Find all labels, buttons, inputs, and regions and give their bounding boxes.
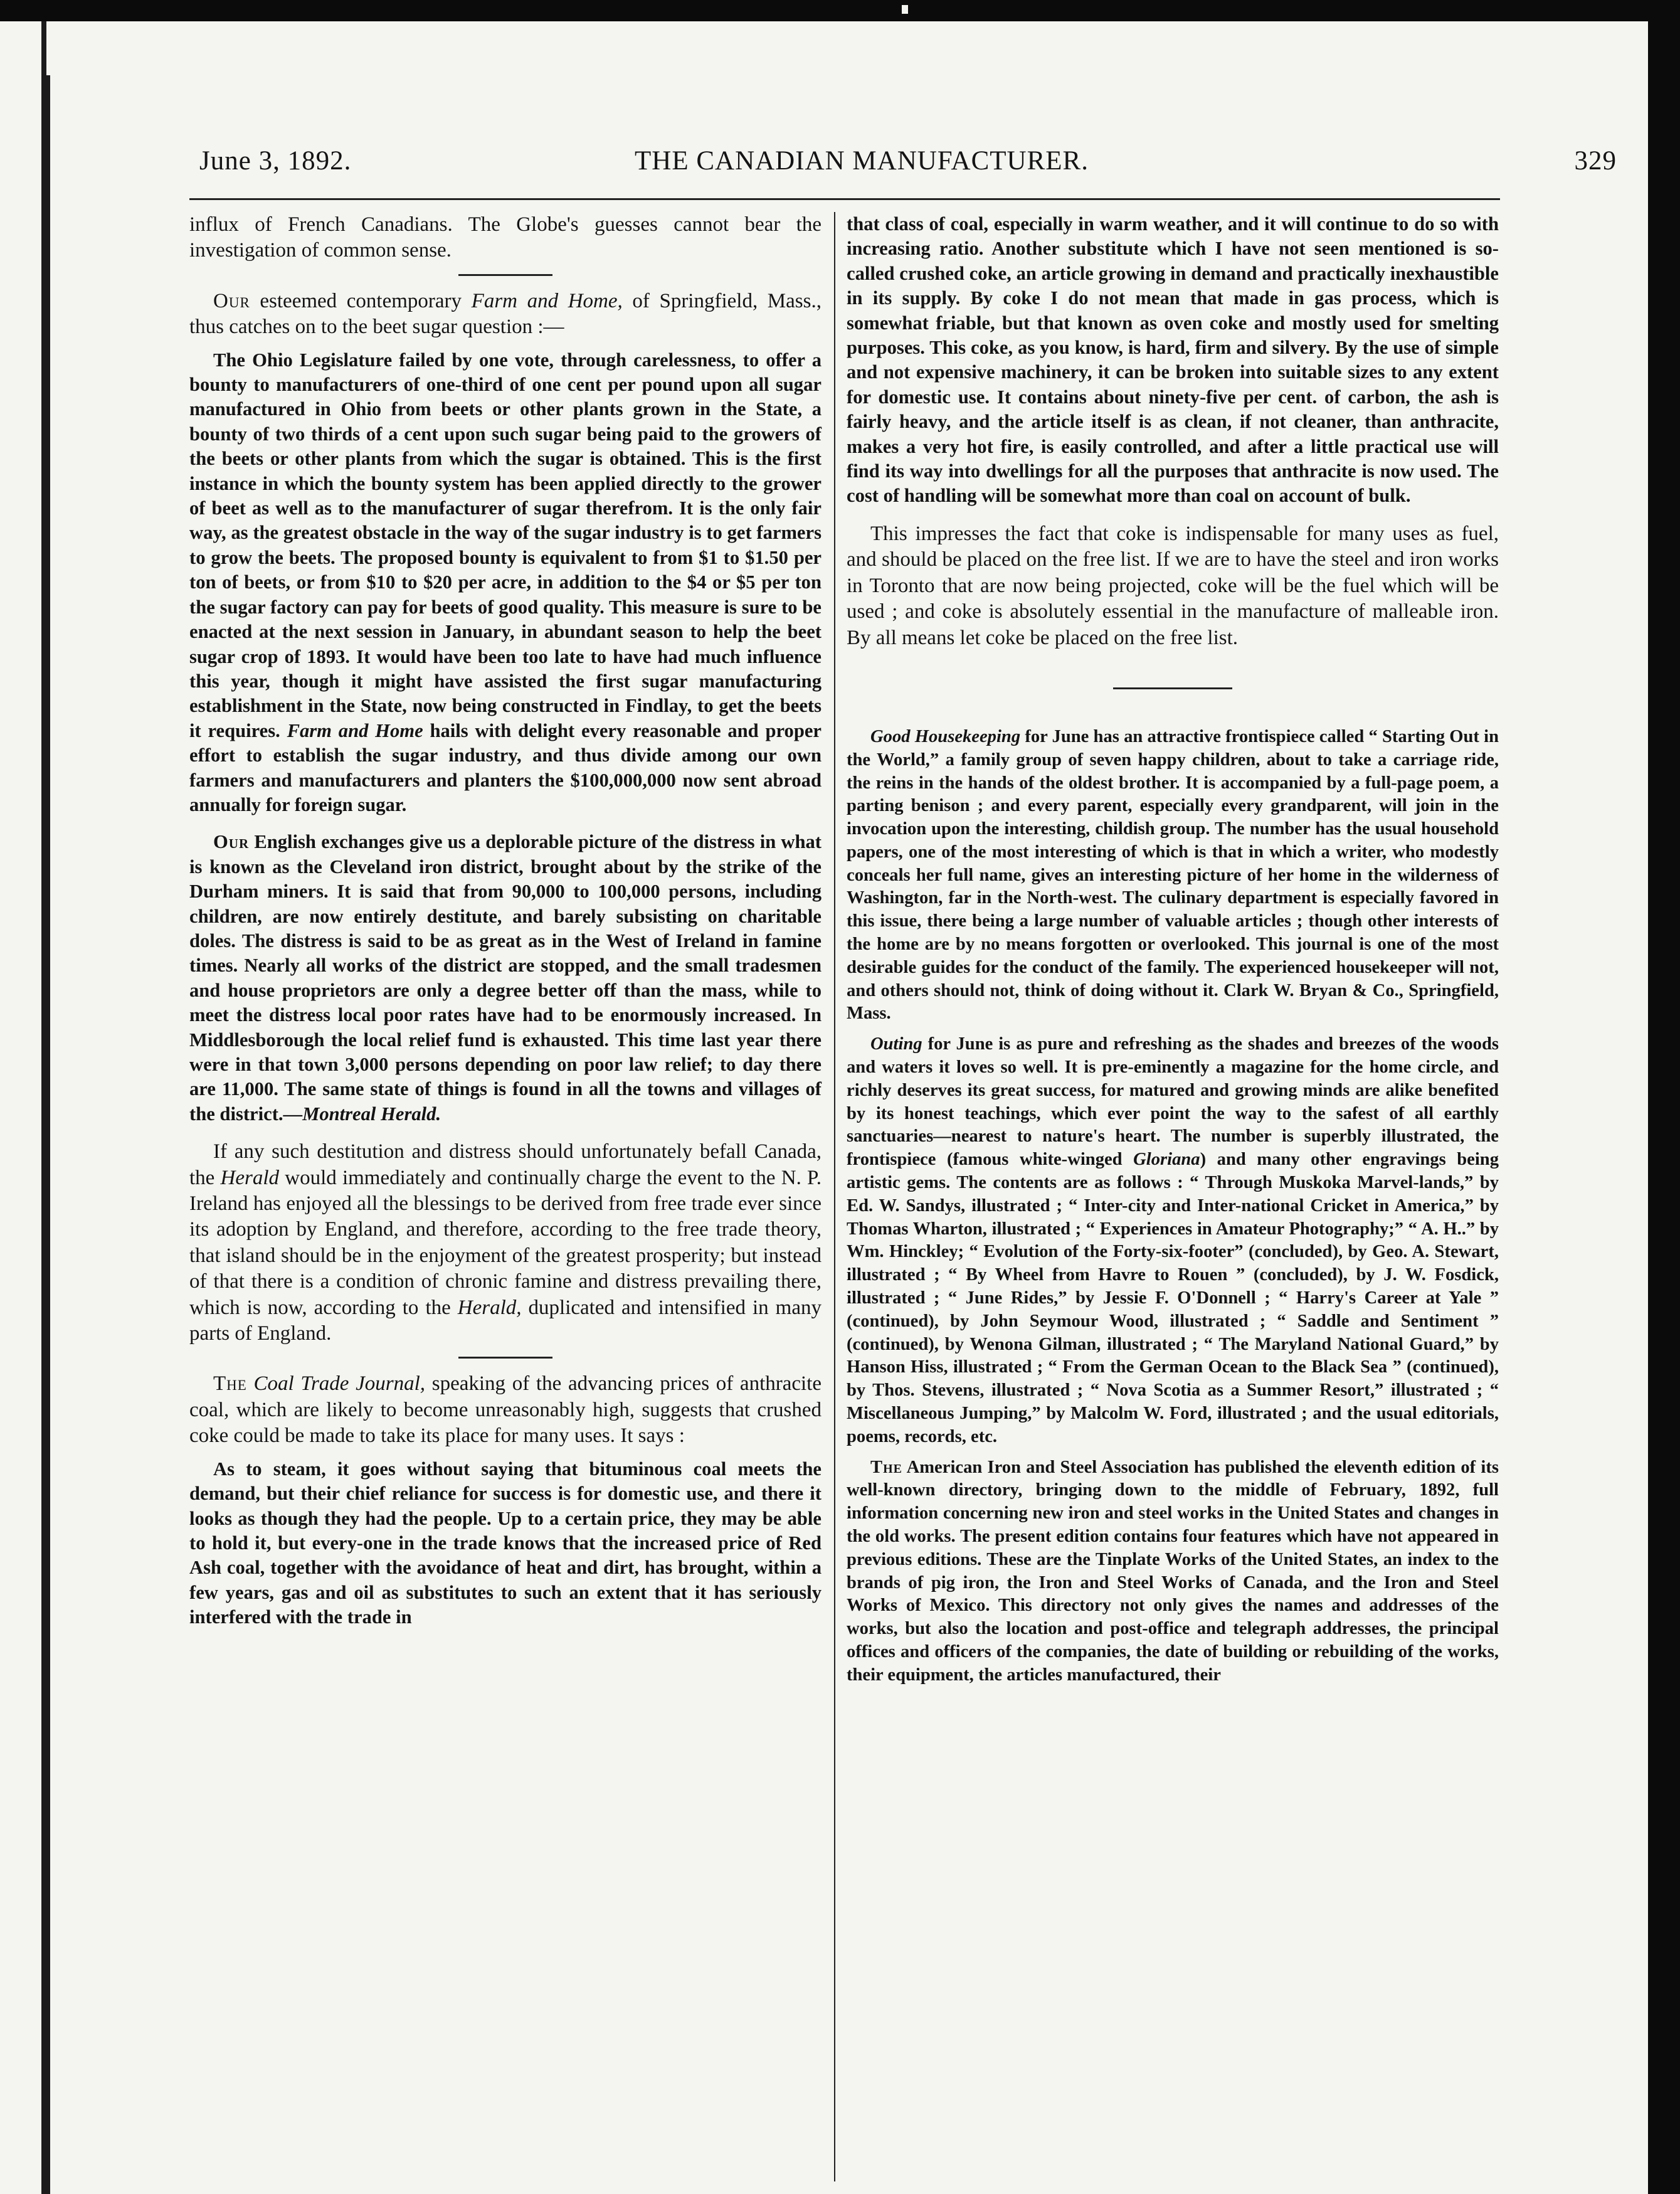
- binding-edge-top: [41, 21, 46, 78]
- left-column: [189, 212, 822, 1638]
- article-beet-sugar-intro: Our esteemed contemporary Farm and Home, of Springfield, Mass., thus catches on to the beet sugar question :—: [189, 289, 822, 339]
- section-separator: [458, 1357, 552, 1359]
- quote-cleveland-distress: Our English exchanges give us a deplorable picture of the distress in what is known as the Cleveland iron district, brought about by the strike of the Durham miners. It is said that from 90,000 to 100,000 persons, including children, are now entirely destitute, and barely subsisting on charitable doles. The distress is said to be as great as in the West of Ireland in famine times. Nearly all works of the district are stopped, and the small tradesmen and house proprietors are only a degree better off than the mass, while to meet the distress local poor rates have had to be enormously increased. In Middlesborough the local relief fund is exhausted. This time last year there were in that town 3,000 persons depending on poor law relief; to day there are 11,000. The same state of things is found in all the towns and villages of the district.—Montreal Herald.: [189, 831, 822, 1125]
- notice-iron-steel-association: The American Iron and Steel Association has published the eleventh edition of its well-known directory, bringing down to the middle of February, 1892, full information concerning new iron and steel works in the United States and changes in the old works. The present edition contains four features which have not appeared in previous editions. These are the Tinplate Works of the United States, an index to the brands of pig iron, the Iron and Steel Works of Canada, and the Iron and Steel Works of Mexico. This directory not only gives the names and addresses of the works, but also the location and post-office and telegraph addresses, the principal offices and officers of the companies, the date of building or rebuilding of the works, their equipment, the articles manufactured, their: [847, 1457, 1499, 1685]
- page-header: [199, 146, 1617, 183]
- section-separator: [458, 274, 552, 276]
- right-scan-border: [1648, 0, 1680, 2194]
- notice-good-housekeeping: Good Housekeeping for June has an attractive frontispiece called “ Starting Out in the World,” a family group of seven happy children, about to take a carriage ride, the reins in the hands of the oldest brother. It is accompanied by a full-page poem, a parting benison ; and every parent, especially every grandparent, will join in the invocation upon the interesting, childish group. The number has the usual household papers, one of the most interesting of which is that in which a writer, who modestly conceals her full name, gives an interesting picture of her home in the wilderness of Washington, far in the North-west. The culinary department is especially favored in this issue, there being a large number of valuable articles ; though other interests of the home are by no means forgotten or overlooked. This journal is one of the most desirable guides for the conduct of the family. The experienced housekeeper will not, and others should not, think of doing without it. Clark W. Bryan & Co., Springfield, Mass.: [847, 726, 1499, 1024]
- section-separator: [1113, 687, 1232, 689]
- article-coke-free-list: This impresses the fact that coke is indispensable for many uses as fuel, and should be placed on the free list. If we are to have the steel and iron works in Toronto that are now being projected, coke will be the fuel which will be used ; and coke is absolutely essential in the manufacture of malleable iron. By all means let coke be placed on the free list.: [847, 522, 1499, 649]
- top-scan-border: [0, 0, 1680, 21]
- binding-edge: [41, 75, 50, 2194]
- column-divider: [834, 212, 835, 2181]
- notice-outing: Outing for June is as pure and refreshing as the shades and breezes of the woods and waters it loves so well. It is pre-eminently a magazine for the home circle, and richly deserves its great success, for matured and growing minds are alike benefited by its honest teachings, which ever point the way to the safest of all earthly sanctuaries—nearest to nature's heart. The number is superbly illustrated, the frontispiece (famous white-winged Gloriana) and many other engravings being artistic gems. The contents are as follows : “ Through Muskoka Marvel-lands,” by Ed. W. Sandys, illustrated ; “ Inter-city and Inter-national Cricket in America,” by Thomas Wharton, illustrated ; “ Experiences in Amateur Photography;” “ A. H..” by Wm. Hinckley; “ Evolution of the Forty-six-footer” (concluded), by Geo. A. Stewart, illustrated ; “ By Wheel from Havre to Rouen ” (concluded), by J. W. Fosdick, illustrated ; “ June Rides,” by Jessie F. O'Donnell ; “ Harry's Career at Yale ” (continued), by John Seymour Wood, illustrated ; “ Saddle and Sentiment ” (continued), by Wenona Gilman, illustrated ; “ The Maryland National Guard,” by Hanson Hiss, illustrated ; “ From the German Ocean to the Black Sea ” (continued), by Thos. Stevens, illustrated ; “ Nova Scotia as a Summer Resort,” illustrated ; “ Miscellaneous Jumping,” by Malcolm W. Ford, illustrated ; and the usual editorials, poems, records, etc.: [847, 1034, 1499, 1446]
- article-coal-trade: The Coal Trade Journal, speaking of the advancing prices of anthracite coal, which are likely to become unreasonably high, suggests that crushed coke could be made to take its place for many uses. It says :: [189, 1372, 822, 1448]
- quote-ohio-bounty: The Ohio Legislature failed by one vote, through carelessness, to offer a bounty to manufacturers of one-third of one cent per pound upon all sugar manufactured in Ohio from beets or other plants grown in the State, a bounty of two thirds of a cent upon such sugar being paid to the growers of the beets or other plants from which the sugar is obtained. This is the first instance in which the bounty system has been applied directly to the grower of beet as well as to the manufacturer of sugar therefrom. It is the only fair way, as the greatest obstacle in the way of the sugar industry is to get farmers to grow the beets. The proposed bounty is equivalent to from $1 to $1.50 per ton of beets, or from $10 to $20 per acre, in addition to the $4 or $5 per ton the sugar factory can pay for beets of good quality. This measure is sure to be enacted at the next session in January, in abundant season to help the beet sugar crop of 1893. It would have been too late to have had much influence this year, though it might have assisted the first sugar manufacturing establishment in the State, now being constructed in Findlay, to get the beets it requires. Farm and Home hails with delight every reasonable and proper effort to establish the sugar industry, and thus divide among our own farmers and manufacturers and planters the $100,000,000 now sent abroad annually for foreign sugar.: [189, 349, 822, 815]
- quote-coal-steam: As to steam, it goes without saying that bituminous coal meets the demand, but their chief reliance for success is for domestic use, and there it looks as though they had the people. Up to a certain price, they may be able to hold it, but every-one in the trade knows that the increased price of Red Ash coal, together with the avoidance of heat and dirt, has brought, within a few years, gas and oil as substitutes to such an extent that it has seriously interfered with the trade in: [189, 1458, 822, 1628]
- right-column: [847, 212, 1499, 1695]
- article-globe-ending: influx of French Canadians. The Globe's guesses cannot bear the investigation of common sense.: [189, 213, 822, 262]
- issue-date: June 3, 1892.: [199, 146, 352, 176]
- publication-title: THE CANADIAN MANUFACTURER.: [635, 146, 1089, 176]
- header-rule: [189, 198, 1500, 200]
- article-herald-comment: If any such destitution and distress should unfortunately befall Canada, the Herald would immediately and continually charge the event to the N. P. Ireland has enjoyed all the blessings to be derived from free trade ever since its adoption by England, and therefore, according to the free trade theory, that island should be in the enjoyment of the greatest prosperity; but instead of that there is a condition of chronic famine and distress prevailing there, which is now, according to the Herald, duplicated and intensified in many parts of England.: [189, 1140, 822, 1345]
- page-number: 329: [1574, 146, 1617, 176]
- quote-coke-continued: that class of coal, especially in warm weather, and it will continue to do so with increasing ratio. Another substitute which I have not seen mentioned is so-called crushed coke, an article growing in demand and practically inexhaustible in its supply. By coke I do not mean that made in gas process, which is somewhat friable, but that known as oven coke and mostly used for smelting purposes. This coke, as you know, is hard, firm and silvery. By the use of simple and not expensive machinery, it can be broken into suitable sizes to any extent for domestic use. It contains about ninety-five per cent. of carbon, the ash is fairly heavy, and the article itself is as clean, if not cleaner, than anthracite, makes a very hot fire, is easily controlled, and after a little practical use will find its way into dwellings for all the purposes that anthracite is now used. The cost of handling will be somewhat more than coal on account of bulk.: [847, 213, 1499, 507]
- scan-mark: [902, 5, 908, 14]
